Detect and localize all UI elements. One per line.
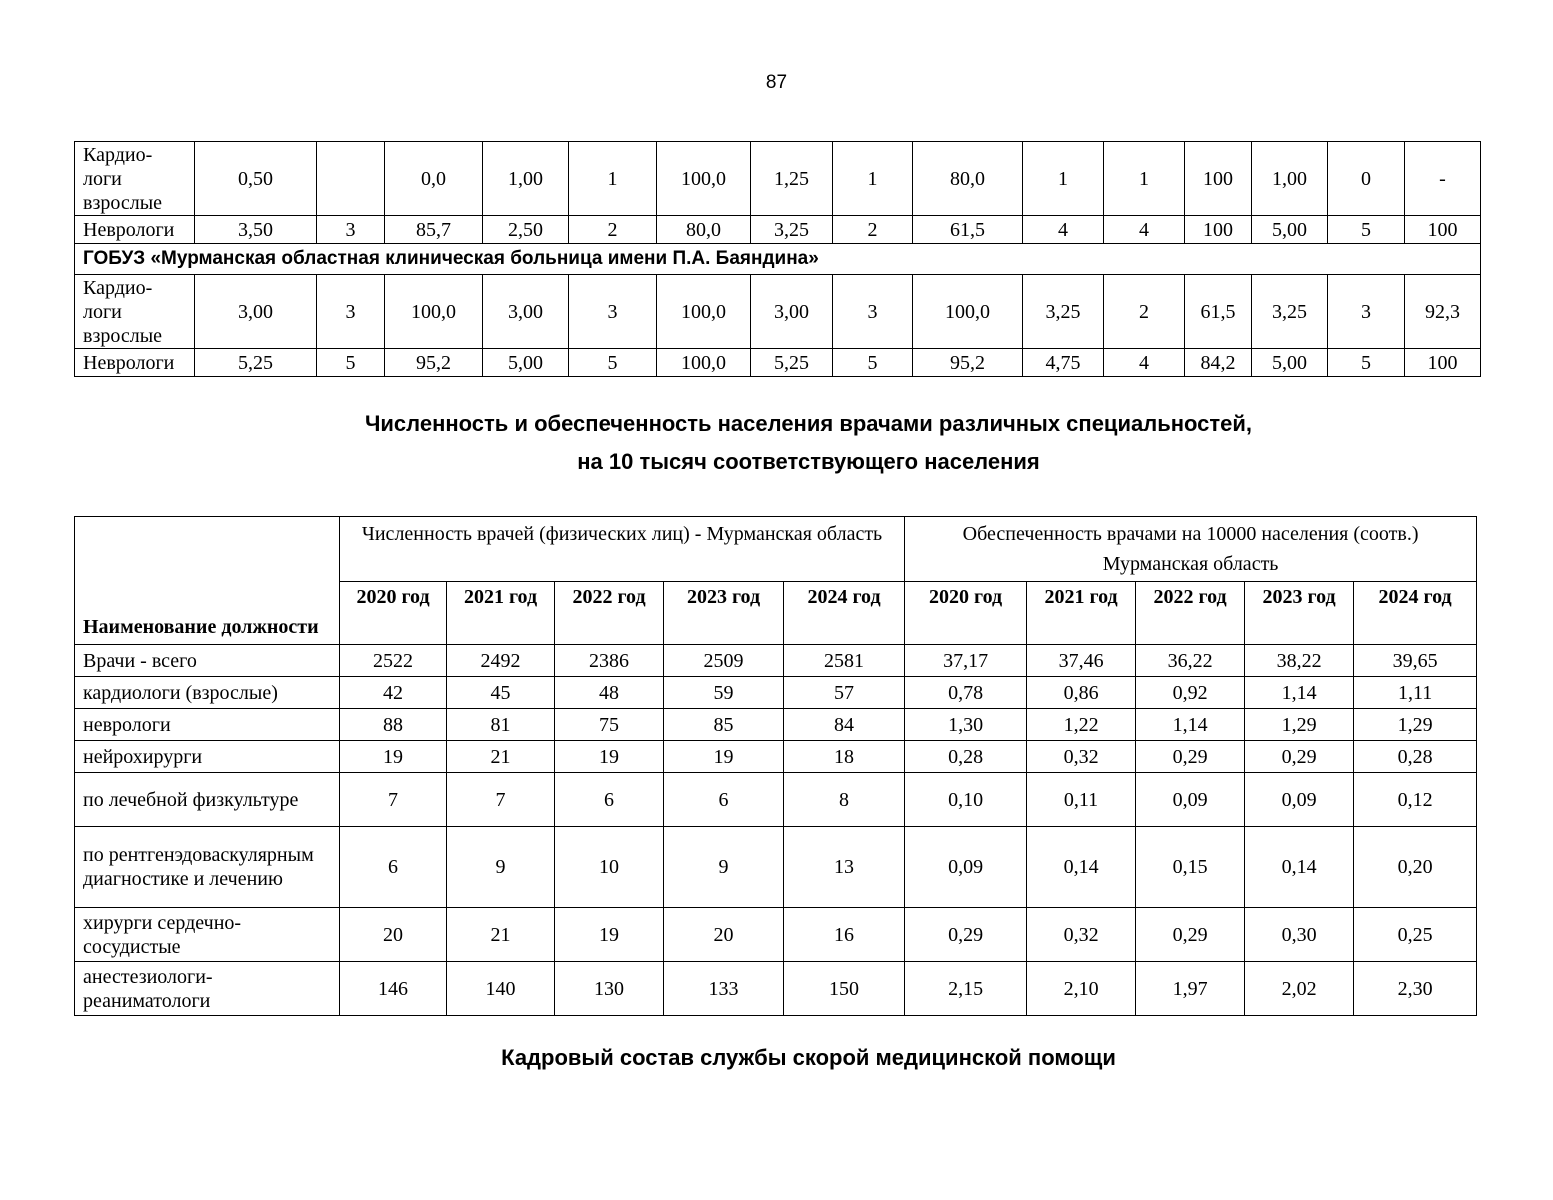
year-header: 2024 год (1354, 582, 1477, 645)
rate-cell: 0,29 (1245, 741, 1354, 773)
table-cell: 5,25 (751, 349, 833, 377)
table-row (75, 773, 1477, 827)
count-cell: 150 (784, 962, 905, 1016)
table-cell: 3,25 (751, 216, 833, 244)
table-cell: 2 (833, 216, 913, 244)
table-cell: 95,2 (913, 349, 1023, 377)
rate-cell: 38,22 (1245, 645, 1354, 677)
row-label: Неврологи (75, 349, 195, 377)
table-cell: 5,00 (1252, 216, 1328, 244)
table-cell: 5 (317, 349, 385, 377)
table-cell: 3 (317, 275, 385, 349)
table-row (75, 908, 1477, 962)
count-cell: 18 (784, 741, 905, 773)
table-cell: 61,5 (1185, 275, 1252, 349)
rate-cell: 0,29 (1136, 908, 1245, 962)
table-cell: 1 (833, 142, 913, 216)
count-cell: 13 (784, 827, 905, 908)
table-cell: 84,2 (1185, 349, 1252, 377)
row-label: Кардио- логи взрослые (75, 142, 195, 216)
row-label: Кардио- логи взрослые (75, 275, 195, 349)
count-cell: 10 (555, 827, 664, 908)
table-cell: 4 (1104, 216, 1185, 244)
position-name: нейрохирурги (75, 741, 340, 773)
table-cell: 1,25 (751, 142, 833, 216)
table-cell: 4 (1023, 216, 1104, 244)
count-cell: 20 (664, 908, 784, 962)
table-cell: 1,00 (1252, 142, 1328, 216)
year-header: 2020 год (340, 582, 447, 645)
table-cell: 1 (569, 142, 657, 216)
rate-cell: 0,32 (1027, 908, 1136, 962)
table-cell: 100,0 (913, 275, 1023, 349)
table-cell: 4,75 (1023, 349, 1104, 377)
count-cell: 45 (447, 677, 555, 709)
table-cell: 0,50 (195, 142, 317, 216)
count-cell: 130 (555, 962, 664, 1016)
table-cell: 1 (1104, 142, 1185, 216)
count-cell: 21 (447, 908, 555, 962)
count-cell: 2581 (784, 645, 905, 677)
year-header: 2022 год (555, 582, 664, 645)
count-cell: 84 (784, 709, 905, 741)
table-cell: 5 (833, 349, 913, 377)
count-cell: 9 (664, 827, 784, 908)
count-cell: 7 (447, 773, 555, 827)
rate-cell: 0,14 (1245, 827, 1354, 908)
table-cell: 2 (569, 216, 657, 244)
table-cell: 100 (1405, 216, 1481, 244)
table-cell: 3,50 (195, 216, 317, 244)
rate-cell: 37,17 (905, 645, 1027, 677)
count-cell: 57 (784, 677, 905, 709)
rate-cell: 0,28 (905, 741, 1027, 773)
count-cell: 2522 (340, 645, 447, 677)
table-cell: - (1405, 142, 1481, 216)
rate-cell: 36,22 (1136, 645, 1245, 677)
rate-cell: 1,14 (1245, 677, 1354, 709)
count-cell: 19 (555, 741, 664, 773)
table-row (75, 962, 1477, 1016)
position-name: анестезиологи-реаниматологи (75, 962, 340, 1016)
table-cell: 2,50 (483, 216, 569, 244)
rate-cell: 1,11 (1354, 677, 1477, 709)
rate-cell: 2,10 (1027, 962, 1136, 1016)
group-header-availability: Обеспеченность врачами на 10000 населения (соотв.) Мурманская область (905, 517, 1477, 582)
count-cell: 48 (555, 677, 664, 709)
year-header: 2022 год (1136, 582, 1245, 645)
table-cell: 5,25 (195, 349, 317, 377)
rate-cell: 0,09 (1136, 773, 1245, 827)
count-cell: 85 (664, 709, 784, 741)
rate-cell: 0,78 (905, 677, 1027, 709)
table-cell: 100 (1405, 349, 1481, 377)
table-cell: 3,25 (1252, 275, 1328, 349)
table-cell: 61,5 (913, 216, 1023, 244)
rate-cell: 0,32 (1027, 741, 1136, 773)
rate-cell: 0,11 (1027, 773, 1136, 827)
table-cell: 92,3 (1405, 275, 1481, 349)
rate-cell: 0,28 (1354, 741, 1477, 773)
count-cell: 19 (340, 741, 447, 773)
count-cell: 59 (664, 677, 784, 709)
position-name: кардиологи (взрослые) (75, 677, 340, 709)
count-cell: 19 (555, 908, 664, 962)
rate-cell: 0,86 (1027, 677, 1136, 709)
table-row (75, 645, 1477, 677)
table-cell: 3 (569, 275, 657, 349)
table-row (75, 244, 1481, 275)
rate-cell: 1,29 (1245, 709, 1354, 741)
rate-cell: 0,09 (1245, 773, 1354, 827)
count-cell: 2509 (664, 645, 784, 677)
year-header: 2023 год (664, 582, 784, 645)
row-label: Неврологи (75, 216, 195, 244)
count-cell: 133 (664, 962, 784, 1016)
table-row (75, 677, 1477, 709)
table-cell: 3,25 (1023, 275, 1104, 349)
table-cell: 100 (1185, 142, 1252, 216)
table-row (75, 709, 1477, 741)
table-cell: 3,00 (195, 275, 317, 349)
section-heading-physicians: Численность и обеспеченность населения врачами различных специальностей, (364, 411, 1253, 436)
table-cell: 3 (833, 275, 913, 349)
table-row (75, 741, 1477, 773)
table-cell: 4 (1104, 349, 1185, 377)
table-cell: 100,0 (657, 142, 751, 216)
table-cell: 5,00 (483, 349, 569, 377)
count-cell: 8 (784, 773, 905, 827)
count-cell: 140 (447, 962, 555, 1016)
count-cell: 2492 (447, 645, 555, 677)
rate-cell: 0,92 (1136, 677, 1245, 709)
position-name: неврологи (75, 709, 340, 741)
table-cell: 1 (1023, 142, 1104, 216)
table-cell: 0,0 (385, 142, 483, 216)
year-header: 2024 год (784, 582, 905, 645)
count-cell: 16 (784, 908, 905, 962)
count-cell: 21 (447, 741, 555, 773)
table-cell: 80,0 (913, 142, 1023, 216)
page-number: 87 (765, 72, 788, 93)
rate-cell: 0,30 (1245, 908, 1354, 962)
rate-cell: 1,22 (1027, 709, 1136, 741)
rate-cell: 0,25 (1354, 908, 1477, 962)
table-cell: 5 (569, 349, 657, 377)
rate-cell: 1,14 (1136, 709, 1245, 741)
table-cell: 2 (1104, 275, 1185, 349)
count-cell: 146 (340, 962, 447, 1016)
rate-cell: 0,10 (905, 773, 1027, 827)
count-cell: 9 (447, 827, 555, 908)
year-header: 2023 год (1245, 582, 1354, 645)
section-subheading-physicians: на 10 тысяч соответствующего населения (577, 449, 1040, 474)
rate-cell: 0,29 (1136, 741, 1245, 773)
count-cell: 6 (664, 773, 784, 827)
year-header: 2021 год (1027, 582, 1136, 645)
position-name: по лечебной физкультуре (75, 773, 340, 827)
position-name: по рентгенэдоваскулярным диагностике и лечению (75, 827, 340, 908)
rate-cell: 39,65 (1354, 645, 1477, 677)
count-cell: 7 (340, 773, 447, 827)
table-cell: 3,00 (751, 275, 833, 349)
organization-row-label: ГОБУЗ «Мурманская областная клиническая больница имени П.А. Баяндина» (75, 244, 1481, 275)
table-cell: 5 (1328, 216, 1405, 244)
table-cell: 80,0 (657, 216, 751, 244)
table-row (75, 349, 1481, 377)
year-header: 2020 год (905, 582, 1027, 645)
table-cell: 1,00 (483, 142, 569, 216)
section-heading-ambulance: Кадровый состав службы скорой медицинской помощи (501, 1045, 1116, 1070)
position-name: Врачи - всего (75, 645, 340, 677)
table-row (75, 827, 1477, 908)
table-cell: 0 (1328, 142, 1405, 216)
count-cell: 20 (340, 908, 447, 962)
count-cell: 88 (340, 709, 447, 741)
rate-cell: 0,20 (1354, 827, 1477, 908)
rate-cell: 0,09 (905, 827, 1027, 908)
table-cell: 5,00 (1252, 349, 1328, 377)
rate-cell: 37,46 (1027, 645, 1136, 677)
rate-cell: 2,30 (1354, 962, 1477, 1016)
table-cell: 3,00 (483, 275, 569, 349)
count-cell: 6 (340, 827, 447, 908)
table-cell: 100,0 (385, 275, 483, 349)
rate-cell: 0,29 (905, 908, 1027, 962)
table-cell: 5 (1328, 349, 1405, 377)
table-row (75, 142, 1481, 216)
table-cell: 100 (1185, 216, 1252, 244)
rate-cell: 0,12 (1354, 773, 1477, 827)
table-cell: 85,7 (385, 216, 483, 244)
rate-cell: 1,29 (1354, 709, 1477, 741)
table-cell: 100,0 (657, 275, 751, 349)
table-cell (317, 142, 385, 216)
table-cell: 100,0 (657, 349, 751, 377)
table-cell: 95,2 (385, 349, 483, 377)
position-name: хирурги сердечно-сосудистые (75, 908, 340, 962)
count-cell: 75 (555, 709, 664, 741)
physicians-availability-table (74, 516, 1477, 1016)
table-cell: 3 (1328, 275, 1405, 349)
table-row (75, 216, 1481, 244)
column-header-position: Наименование должности (75, 517, 340, 645)
count-cell: 81 (447, 709, 555, 741)
year-header: 2021 год (447, 582, 555, 645)
count-cell: 19 (664, 741, 784, 773)
count-cell: 42 (340, 677, 447, 709)
count-cell: 2386 (555, 645, 664, 677)
rate-cell: 1,97 (1136, 962, 1245, 1016)
rate-cell: 1,30 (905, 709, 1027, 741)
table-row (75, 275, 1481, 349)
rate-cell: 0,15 (1136, 827, 1245, 908)
rate-cell: 2,02 (1245, 962, 1354, 1016)
table-cell: 3 (317, 216, 385, 244)
rate-cell: 0,14 (1027, 827, 1136, 908)
rate-cell: 2,15 (905, 962, 1027, 1016)
group-header-count: Численность врачей (физических лиц) - Мурманская область (340, 517, 905, 582)
count-cell: 6 (555, 773, 664, 827)
specialists-table-continued (74, 141, 1481, 377)
